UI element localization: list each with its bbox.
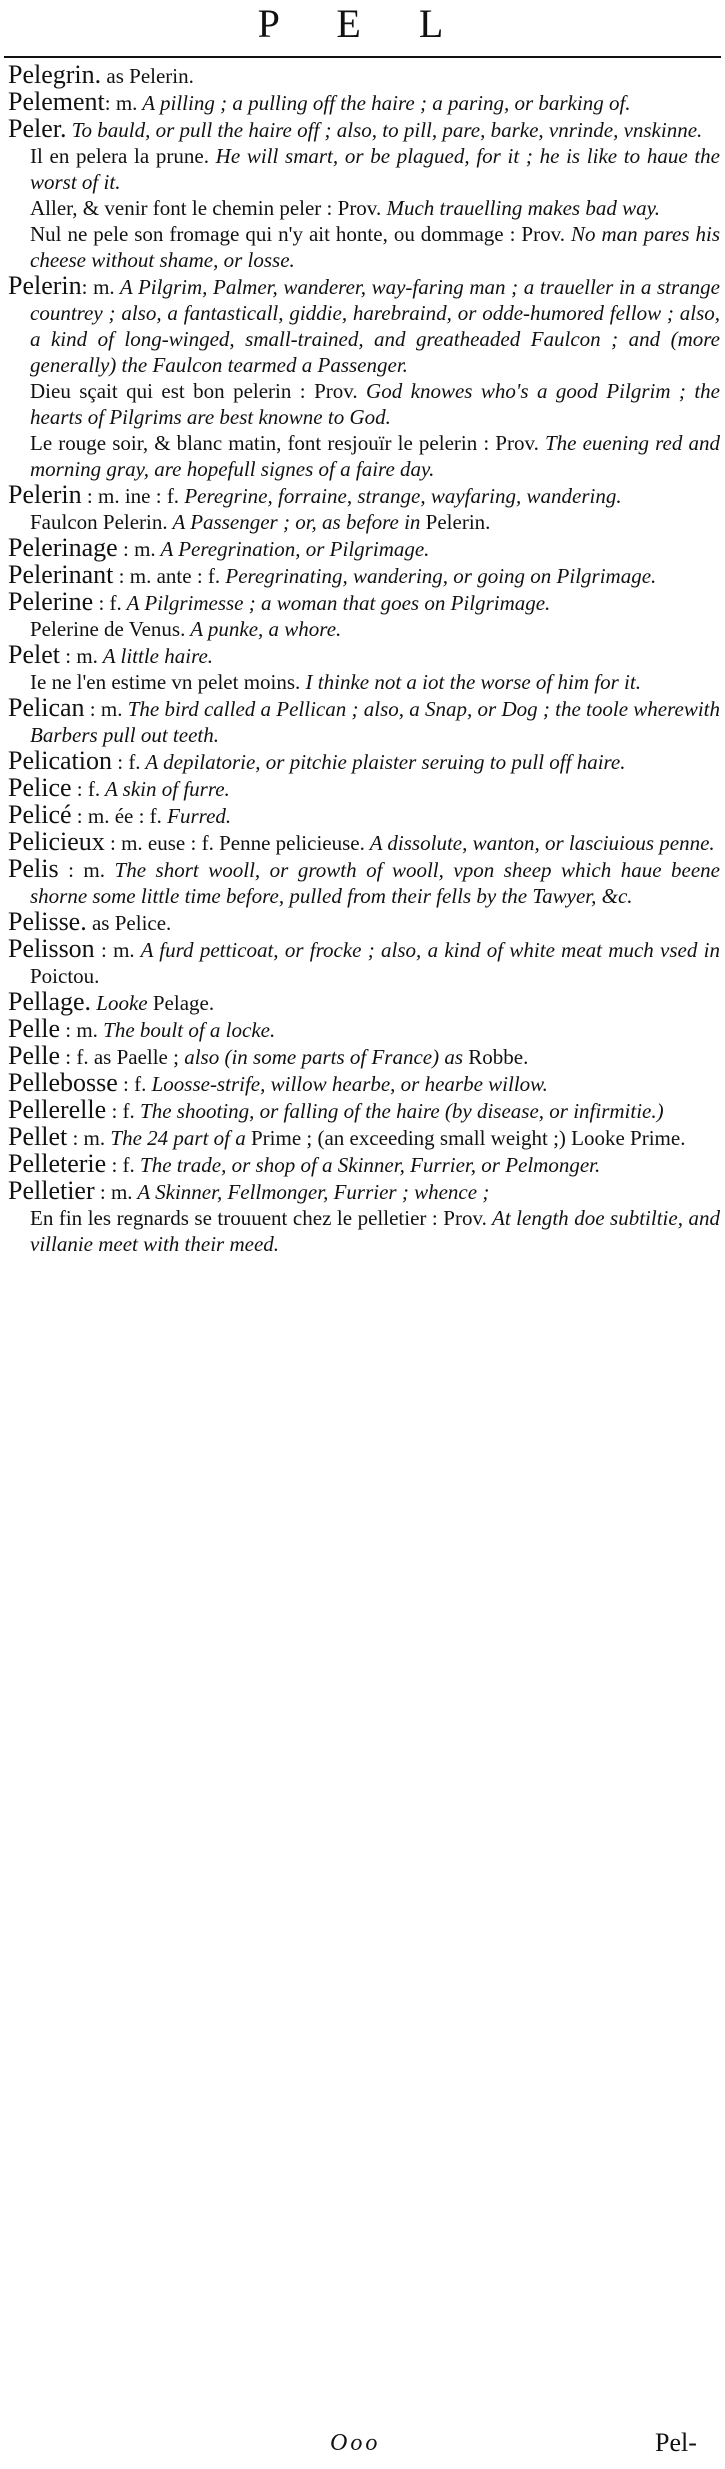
headword: Pelerine bbox=[8, 587, 94, 616]
dictionary-entry bbox=[8, 62, 720, 89]
headword: Pelletier bbox=[8, 1176, 95, 1205]
entry-definition: A Peregrination, or Pilgrimage. bbox=[155, 537, 430, 561]
entry-definition: Loosse-strife, willow hearbe, or hearbe willow. bbox=[146, 1072, 548, 1096]
headword: Pellage. bbox=[8, 987, 92, 1016]
entry-grammar: : f. bbox=[106, 1153, 135, 1177]
entry-definition: The trade, or shop of a Skinner, Furrier, or Pelmonger. bbox=[134, 1153, 601, 1177]
dictionary-entry bbox=[8, 695, 720, 748]
page-header: P E L bbox=[257, 1, 468, 46]
headword: Pellerelle bbox=[8, 1095, 107, 1124]
entry-definition: A Passenger ; or, as before in bbox=[167, 510, 421, 534]
entry-grammar: : m. bbox=[117, 537, 156, 561]
headword: Pellet bbox=[8, 1122, 68, 1151]
entry-definition: God knowes who's a good Pilgrim ; the hearts of Pilgrims are best knowne to God. bbox=[30, 379, 720, 429]
sub-entry bbox=[8, 509, 720, 535]
sub-entry bbox=[8, 1205, 720, 1257]
entry-grammar: : m. ée : f. bbox=[71, 804, 162, 828]
entry-grammar: as bbox=[101, 64, 124, 88]
entry-definition: A depilatorie, or pitchie plaister seruing to pull off haire. bbox=[140, 750, 626, 774]
sub-entry bbox=[8, 195, 720, 221]
headword: Pellebosse bbox=[8, 1068, 118, 1097]
headword: Pelegrin. bbox=[8, 60, 102, 89]
entry-grammar: : m. bbox=[67, 1126, 106, 1150]
entry-grammar: : m. bbox=[84, 697, 123, 721]
entry-grammar: : m. ante : f. bbox=[113, 564, 221, 588]
entry-definition: The euening red and morning gray, are hopefull signes of a faire day. bbox=[30, 431, 720, 481]
dictionary-entry bbox=[8, 642, 720, 669]
catchword: Pel- bbox=[655, 2428, 697, 2457]
entry-definition: I thinke not a iot the worse of him for it. bbox=[300, 670, 641, 694]
entry-definition: The short wooll, or growth of wooll, vpon sheep which haue beene shorne some little time before, pulled from their fells by the Tawyer, &c. bbox=[30, 858, 721, 908]
entry-definition: Peregrinating, wandering, or going on Pilgrimage. bbox=[220, 564, 657, 588]
sub-entry bbox=[8, 378, 720, 430]
headword: Pelicé bbox=[8, 800, 72, 829]
headword: Pelerinant bbox=[8, 560, 114, 589]
dictionary-entry bbox=[8, 989, 720, 1016]
signature-mark: Ooo bbox=[330, 2430, 381, 2456]
entry-grammar: : m. ine : f. bbox=[81, 484, 180, 508]
sub-entry bbox=[8, 430, 720, 482]
entry-grammar: : m. bbox=[58, 858, 106, 882]
entry-definition: Peregrine, forraine, strange, wayfaring, wandering. bbox=[179, 484, 622, 508]
sub-entry bbox=[8, 669, 720, 695]
entry-grammar: : m. bbox=[60, 1018, 98, 1042]
dictionary-entry bbox=[8, 936, 720, 989]
entry-definition: A dissolute, wanton, or lasciuious penne. bbox=[364, 831, 715, 855]
entry-definition: A little haire. bbox=[97, 644, 214, 668]
dictionary-entry bbox=[8, 829, 720, 856]
entry-tail: Pelage. bbox=[147, 991, 215, 1015]
dictionary-entry bbox=[8, 1151, 720, 1178]
sub-entry bbox=[8, 221, 720, 273]
entry-definition: The boult of a locke. bbox=[97, 1018, 276, 1042]
entry-grammar: Ie ne l'en estime vn pelet moins. bbox=[30, 670, 301, 694]
headword: Pelle bbox=[8, 1041, 60, 1070]
entry-definition: A Pilgrim, Palmer, wanderer, way-faring man ; a traueller in a strange countrey ; also, a fantasticall, giddie, harebraind, or odde-humored fellow ; also, a kind of long-winged, small-trained, and greatheaded Faulcon ; and (more generally) the Faulcon tearmed a Passenger. bbox=[30, 275, 720, 377]
entry-tail: Prime ; (an exceeding small weight ;) Looke Prime. bbox=[245, 1126, 686, 1150]
entry-grammar: Il en pelera la prune. bbox=[30, 144, 209, 168]
entry-definition: The bird called a Pellican ; also, a Snap, or Dog ; the toole wherewith Barbers pull out teeth. bbox=[30, 697, 720, 747]
sub-entry bbox=[8, 143, 720, 195]
headword: Pelisson bbox=[8, 934, 95, 963]
entry-definition: Looke bbox=[91, 991, 148, 1015]
dictionary-entry bbox=[8, 748, 720, 775]
page-footer bbox=[0, 2424, 725, 2464]
headword: Pelication bbox=[8, 746, 112, 775]
headword: Pelican bbox=[8, 693, 85, 722]
entry-tail: Pelerin. bbox=[420, 510, 491, 534]
entry-grammar: : f. bbox=[71, 777, 101, 801]
entry-grammar: : m. bbox=[81, 275, 115, 299]
headword: Pelis bbox=[8, 854, 59, 883]
headword: Pelement bbox=[8, 87, 105, 116]
entry-definition: A pilling ; a pulling off the haire ; a paring, or barking of. bbox=[137, 91, 631, 115]
dictionary-entry bbox=[8, 1178, 720, 1205]
entry-definition: Furred. bbox=[161, 804, 232, 828]
entry-definition: also (in some parts of France) as bbox=[178, 1045, 464, 1069]
header-rule bbox=[4, 56, 721, 58]
entry-grammar: En fin les regnards se trouuent chez le pelletier : Prov. bbox=[30, 1206, 487, 1230]
entry-definition: At length doe subtiltie, and villanie meet with their meed. bbox=[30, 1206, 720, 1256]
entry-definition: Much trauelling makes bad way. bbox=[381, 196, 660, 220]
dictionary-entry bbox=[8, 1124, 720, 1151]
dictionary-entry bbox=[8, 589, 720, 616]
dictionary-entry bbox=[8, 562, 720, 589]
entry-grammar: : m. euse : f. Penne pelicieuse. bbox=[104, 831, 365, 855]
entry-grammar: Faulcon Pelerin. bbox=[30, 510, 168, 534]
entry-grammar: : f. bbox=[111, 750, 141, 774]
entry-grammar: : f. bbox=[106, 1099, 135, 1123]
entry-definition: He will smart, or be plagued, for it ; he is like to haue the worst of it. bbox=[30, 144, 720, 194]
entry-definition: The shooting, or falling of the haire (by disease, or infirmitie.) bbox=[134, 1099, 664, 1123]
dictionary-entry bbox=[8, 116, 720, 143]
entry-grammar: Pelerine de Venus. bbox=[30, 617, 186, 641]
headword: Pelleterie bbox=[8, 1149, 107, 1178]
entry-tail: Robbe. bbox=[463, 1045, 529, 1069]
dictionary-entry bbox=[8, 535, 720, 562]
headword: Pelerin bbox=[8, 480, 82, 509]
headword: Pelet bbox=[8, 640, 60, 669]
entry-tail: Pelice. bbox=[109, 911, 172, 935]
entry-definition: The 24 part of a bbox=[105, 1126, 246, 1150]
entry-definition: A Pilgrimesse ; a woman that goes on Pilgrimage. bbox=[121, 591, 551, 615]
dictionary-entry bbox=[8, 856, 720, 909]
entry-grammar: Dieu sçait qui est bon pelerin : Prov. bbox=[30, 379, 358, 403]
entry-grammar: : f. bbox=[93, 591, 122, 615]
dictionary-entry bbox=[8, 89, 720, 116]
entry-tail: Poictou. bbox=[30, 964, 100, 988]
headword: Pelerin bbox=[8, 271, 82, 300]
dictionary-entry bbox=[8, 482, 720, 509]
dictionary-entry bbox=[8, 775, 720, 802]
entry-tail: Pelerin. bbox=[123, 64, 194, 88]
entry-grammar: Aller, & venir font le chemin peler : Prov. bbox=[30, 196, 382, 220]
headword: Peler. bbox=[8, 114, 67, 143]
entry-grammar: : f. bbox=[117, 1072, 147, 1096]
entry-grammar: : m. bbox=[94, 1180, 133, 1204]
entry-grammar: Le rouge soir, & blanc matin, font resjouïr le pelerin : Prov. bbox=[30, 431, 539, 455]
entry-grammar: : m. bbox=[104, 91, 138, 115]
dictionary-entry bbox=[8, 273, 720, 378]
entry-definition: No man pares his cheese without shame, or losse. bbox=[30, 222, 720, 272]
entry-grammar: : m. bbox=[60, 644, 98, 668]
dictionary-entry bbox=[8, 1043, 720, 1070]
entry-grammar: : f. as Paelle ; bbox=[60, 1045, 179, 1069]
entry-list bbox=[8, 62, 720, 1257]
headword: Pelice bbox=[8, 773, 72, 802]
entry-grammar: Nul ne pele son fromage qui n'y ait honte, ou dommage : Prov. bbox=[30, 222, 565, 246]
dictionary-entry bbox=[8, 1097, 720, 1124]
dictionary-entry bbox=[8, 1070, 720, 1097]
headword: Pelicieux bbox=[8, 827, 105, 856]
sub-entry bbox=[8, 616, 720, 642]
entry-definition: To bauld, or pull the haire off ; also, to pill, pare, barke, vnrinde, vnskinne. bbox=[66, 118, 703, 142]
headword: Pelle bbox=[8, 1014, 60, 1043]
headword: Pelerinage bbox=[8, 533, 118, 562]
headword: Pelisse. bbox=[8, 907, 87, 936]
entry-grammar: as bbox=[86, 911, 110, 935]
dictionary-entry bbox=[8, 802, 720, 829]
entry-grammar: : m. bbox=[94, 938, 135, 962]
dictionary-entry bbox=[8, 1016, 720, 1043]
entry-definition: A furd petticoat, or frocke ; also, a kind of white meat much vsed in bbox=[134, 938, 720, 962]
entry-definition: A punke, a whore. bbox=[185, 617, 342, 641]
entry-definition: A skin of furre. bbox=[100, 777, 230, 801]
dictionary-entry bbox=[8, 909, 720, 936]
entry-definition: A Skinner, Fellmonger, Furrier ; whence ; bbox=[132, 1180, 490, 1204]
